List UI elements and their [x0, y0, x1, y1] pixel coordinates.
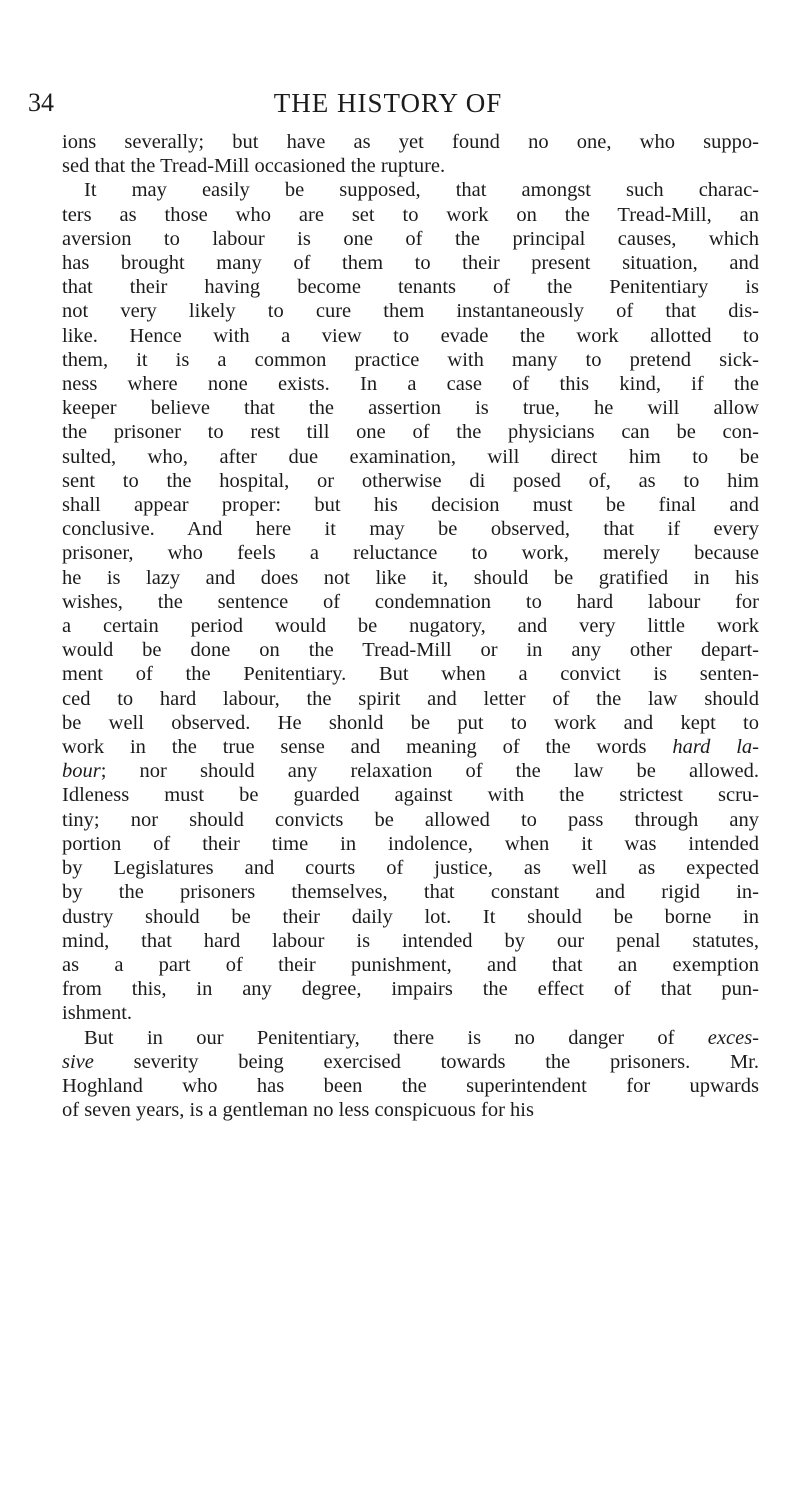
text-segment: But in our Penitentiary, there is no danger of	[84, 1026, 675, 1049]
text-segment: ; nor should any relaxation of the law be allowed.	[100, 760, 759, 783]
text-line: ced to hard labour, the spirit and letter of the law should	[62, 687, 759, 710]
text-line	[62, 1050, 759, 1074]
text-line: keeper believe that the assertion is true, he will allow	[62, 397, 759, 420]
text-line: It may easily be supposed, that amongst such charac-	[84, 179, 759, 202]
text-line: the prisoner to rest till one of the physicians can be con-	[62, 421, 759, 444]
text-line: a certain period would be nugatory, and very little work	[62, 615, 759, 638]
text-line: ters as those who are set to work on the Tread-Mill, an	[62, 203, 759, 226]
page-number: 34	[28, 88, 54, 117]
text-line: sent to the hospital, or otherwise di posed of, as to him	[62, 469, 759, 492]
text-line: tiny; nor should convicts be allowed to pass through any	[62, 808, 759, 831]
text-line: be well observed. He shonld be put to work and kept to	[62, 711, 759, 734]
text-line: portion of their time in indolence, when it was intended	[62, 832, 759, 855]
text-line: mind, that hard labour is intended by our penal statutes,	[62, 929, 759, 952]
italic-phrase: hard la-	[672, 736, 759, 759]
text-line: would be done on the Tread-Mill or in any other depart-	[62, 639, 759, 662]
text-line: has brought many of them to their present situation, and	[62, 252, 759, 275]
text-line: conclusive. And here it may be observed, that if every	[62, 518, 759, 541]
text-line: Idleness must be guarded against with the strictest scru-	[62, 784, 759, 807]
text-line: ness where none exists. In a case of this kind, if the	[62, 373, 759, 396]
text-line: ishment.	[62, 1002, 133, 1025]
text-line: not very likely to cure them instantaneously of that dis-	[62, 300, 759, 323]
text-line: them, it is a common practice with many to pretend sick-	[62, 348, 759, 371]
text-line: sulted, who, after due examination, will direct him to be	[62, 445, 759, 468]
italic-phrase: exces-	[707, 1026, 759, 1049]
text-line: by Legislatures and courts of justice, as well as expected	[62, 857, 759, 880]
text-line: from this, in any degree, impairs the effect of that pun-	[62, 978, 759, 1001]
running-head	[28, 88, 748, 124]
text-segment: severity being exercised towards the prisoners. Mr.	[133, 1050, 760, 1073]
text-line: aversion to labour is one of the principal causes, which	[62, 227, 759, 250]
italic-phrase: sive	[62, 1050, 94, 1073]
italic-phrase: bour	[62, 760, 101, 783]
text-line: prisoner, who feels a reluctance to work, merely because	[62, 542, 759, 565]
text-line	[62, 759, 759, 783]
text-line: by the prisoners themselves, that constant and rigid in-	[62, 881, 759, 904]
text-line: of seven years, is a gentleman no less conspicuous for his	[62, 1099, 534, 1122]
text-line: that their having become tenants of the Penitentiary is	[62, 276, 759, 299]
paragraph-penitentiary	[62, 1026, 759, 1123]
body-text	[62, 130, 759, 1122]
text-line: wishes, the sentence of condemnation to hard labour for	[62, 590, 759, 613]
text-line: shall appear proper: but his decision must be final and	[62, 494, 759, 517]
text-line: sed that the Tread-Mill occasioned the rupture.	[62, 155, 446, 178]
text-line: dustry should be their daily lot. It should be borne in	[62, 905, 759, 928]
text-line: Hoghland who has been the superintendent for upwards	[62, 1074, 759, 1097]
text-segment: work in the true sense and meaning of the words	[62, 736, 647, 759]
text-line: ions severally; but have as yet found no one, who suppo-	[62, 131, 759, 153]
text-line: he is lazy and does not like it, should be gratified in his	[62, 566, 759, 589]
text-line	[62, 735, 759, 759]
text-line	[62, 1026, 759, 1050]
paragraph-aversion-to-labour	[62, 178, 759, 1025]
text-line: like. Hence with a view to evade the work allotted to	[62, 324, 759, 347]
text-line: as a part of their punishment, and that an exemption	[62, 953, 759, 976]
text-line: ment of the Penitentiary. But when a convict is senten-	[62, 663, 759, 686]
paragraph-continuation	[62, 130, 759, 178]
running-title: THE HISTORY OF	[273, 88, 503, 118]
